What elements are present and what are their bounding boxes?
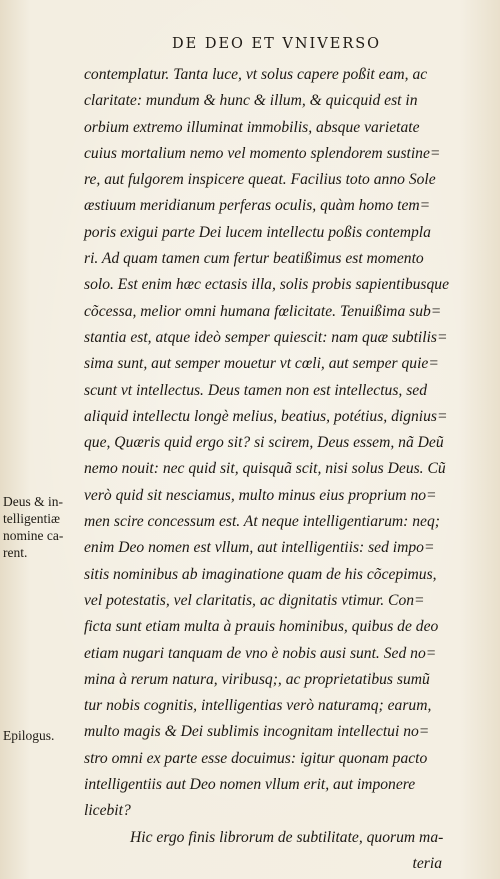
text-line: æstiuum meridianum perferas oculis, quàm homo tem= xyxy=(84,197,431,215)
margin-note-deus-intelligentiae xyxy=(3,493,63,561)
catchword: teria xyxy=(412,854,442,872)
text-line: multo magis & Dei sublimis incognitam intellectui no= xyxy=(84,723,430,741)
margin-note-line: Deus & in- xyxy=(3,494,63,509)
margin-note-epilogus xyxy=(3,727,54,744)
text-line: sima sunt, aut semper mouetur vt cœli, aut semper quie= xyxy=(84,355,439,373)
text-line: solo. Est enim hæc ectasis illa, solis probis sapientibusque xyxy=(84,276,450,294)
running-head: DE DEO ET VNIVERSO xyxy=(172,36,382,52)
text-line: orbium extremo illuminat immobilis, absque varietate xyxy=(84,118,420,136)
margin-note-line: Epilogus. xyxy=(3,728,55,743)
text-line: intelligentiis aut Deo nomen vllum erit, aut imponere xyxy=(84,776,416,794)
text-line: cuius mortalium nemo vel momento splendorem sustine= xyxy=(84,144,441,162)
text-line: Hic ergo finis librorum de subtilitate, quorum ma- xyxy=(130,828,444,846)
text-line: sitis nominibus ab imaginatione quam de his cõcepimus, xyxy=(84,565,437,583)
margin-note-line: telligentiæ xyxy=(3,511,60,526)
text-line: vel potestatis, vel claritatis, ac dignitatis vtimur. Con= xyxy=(84,591,425,609)
margin-note-line: rent. xyxy=(3,545,28,560)
text-line: etiam nugari tanquam de vno è nobis ausi sunt. Sed no= xyxy=(84,644,437,662)
text-line: re, aut fulgorem inspicere queat. Facilius toto anno Sole xyxy=(84,171,436,189)
text-line: contemplatur. Tanta luce, vt solus capere poßit eam, ac xyxy=(84,66,428,83)
text-line: scunt vt intellectus. Deus tamen non est intellectus, sed xyxy=(84,381,427,399)
text-line: mina à rerum natura, viribusq;, ac proprietatibus sumũ xyxy=(84,670,430,688)
text-line: claritate: mundum & hunc & illum, & quicquid est in xyxy=(84,92,418,110)
text-line: que, Quæris quid ergo sit? si scirem, Deus essem, nã Deũ xyxy=(84,434,444,452)
text-line: ri. Ad quam tamen cum fertur beatißimus est momento xyxy=(84,250,424,268)
text-line: stro omni ex parte esse docuimus: igitur quonam pacto xyxy=(84,749,428,767)
text-line: tur nobis cognitis, intelligentias verò naturamq; earum, xyxy=(84,697,432,715)
text-line: aliquid intellectu longè melius, beatius, potétius, dignius= xyxy=(84,407,448,425)
text-line: cõcessa, melior omni humana fœlicitate. Tenuißima sub= xyxy=(84,302,442,320)
text-line: ficta sunt etiam multa à prauis hominibus, quibus de deo xyxy=(84,618,439,636)
text-line: enim Deo nomen est vllum, aut intelligentiis: sed impo= xyxy=(84,539,435,557)
text-line: verò quid sit nesciamus, multo minus eius proprium no= xyxy=(84,486,437,504)
text-line: licebit? xyxy=(84,802,131,820)
text-line: men scire concessum est. At neque intelligentiarum: neq; xyxy=(84,513,440,531)
body-text xyxy=(84,62,468,877)
text-line: stantia est, atque ideò semper quiescit: nam quæ subtilis= xyxy=(84,328,448,346)
margin-note-line: nomine ca- xyxy=(3,528,64,543)
text-line: nemo nouit: nec quid sit, quisquã scit, nisi solus Deus. Cũ xyxy=(84,460,446,478)
text-line: poris exigui parte Dei lucem intellectu poßis contempla xyxy=(84,223,431,241)
